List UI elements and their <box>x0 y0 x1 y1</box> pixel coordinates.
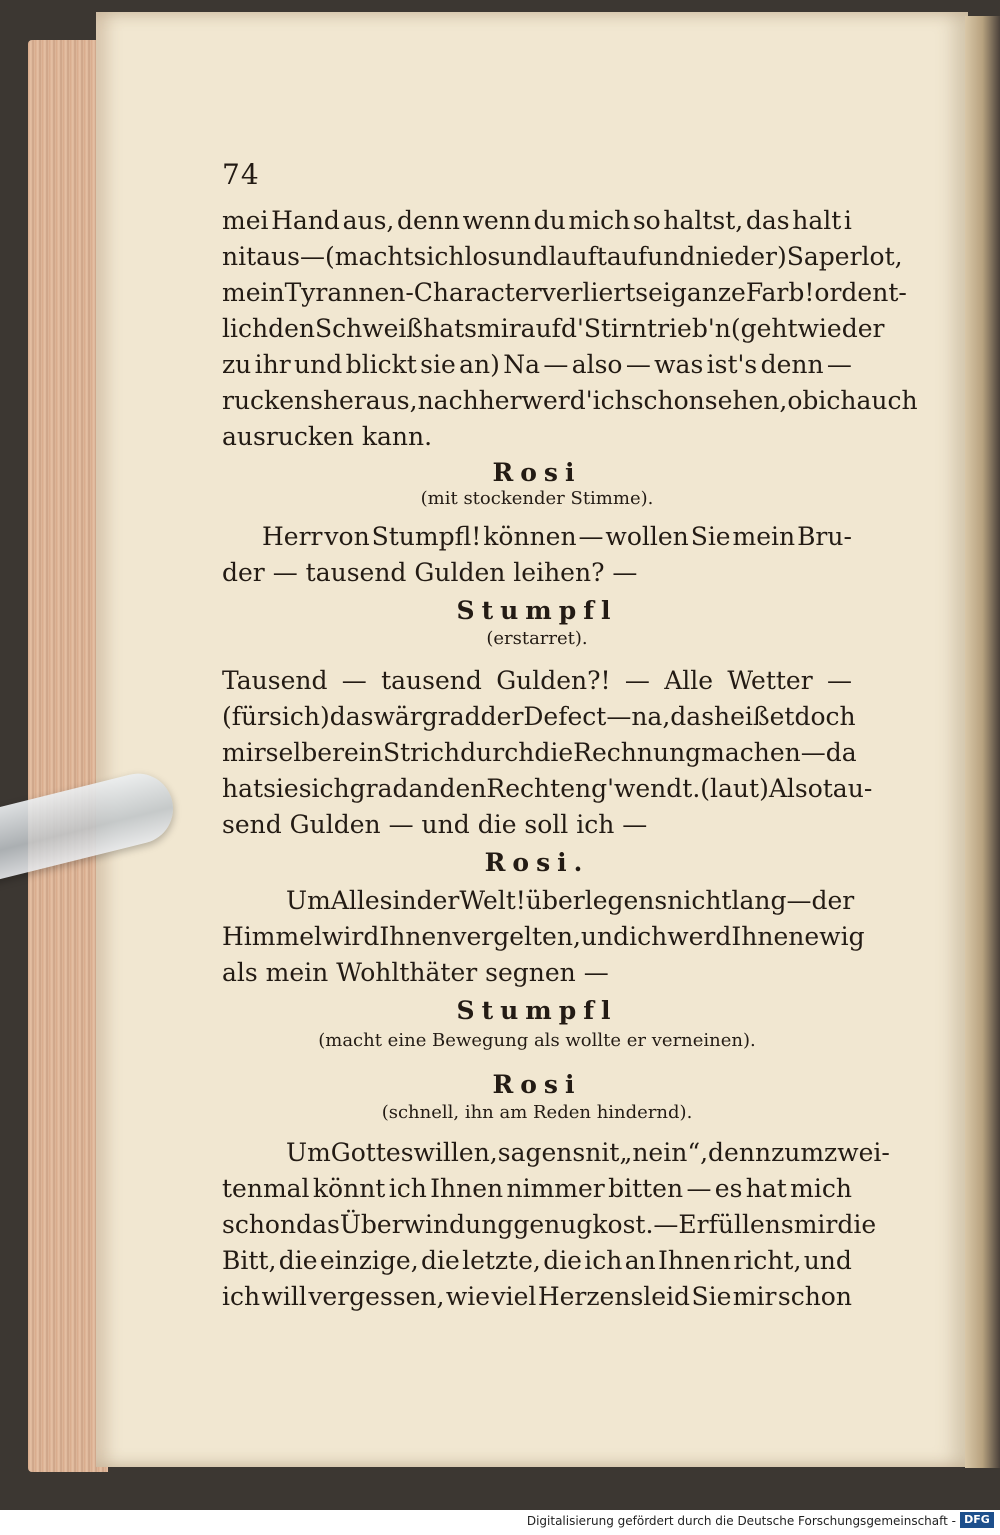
page-number: 74 <box>222 158 260 191</box>
text-line: Herr von Stumpfl! können — wollen Sie mein Bru- <box>262 522 852 551</box>
speaker-heading: Stumpfl <box>456 596 618 625</box>
text-line: ruckens heraus, nachher werd' ich schon sehen, ob ich auch <box>222 386 918 415</box>
speaker-heading: Rosi. <box>484 848 590 877</box>
text-line: Um Alles in der Welt! überlegens nicht lang — der <box>286 886 855 915</box>
speaker-heading: Rosi <box>492 1070 582 1099</box>
text-line: send Gulden — und die soll ich — <box>222 810 648 839</box>
text-line: Um Gotteswillen, sagens nit „nein“, denn zum zwei- <box>286 1138 890 1167</box>
footer-credit: Digitalisierung gefördert durch die Deutsche Forschungsgemeinschaft - <box>526 1514 956 1528</box>
text-line: nit aus — (macht sich los und lauft auf und nieder) Saperlot, <box>222 242 903 271</box>
text-line: (für sich) das wär grad der Defect — na, das heißet doch <box>222 702 856 731</box>
dfg-logo-icon: DFG <box>960 1512 994 1528</box>
page-gutter-shadow <box>965 16 1000 1468</box>
stage-direction: (mit stockender Stimme). <box>420 488 654 509</box>
text-line: als mein Wohlthäter segnen — <box>222 958 609 987</box>
text-line: Bitt, die einzige, die letzte, die ich an Ihnen richt, und <box>222 1246 852 1275</box>
text-line: zu ihr und blickt sie an) Na — also — was ist's denn — <box>222 350 852 379</box>
text-line: hat sie sich grad an den Rechten g'wendt. (laut) Also tau- <box>222 774 873 803</box>
text-line: ich will vergessen, wie viel Herzensleid Sie mir schon <box>222 1282 852 1311</box>
text-line: mei Hand aus, denn wenn du mich so haltst, das halt i <box>222 206 852 235</box>
text-line: schon das Überwindung genug kost. — Erfüllens mir die <box>222 1210 877 1239</box>
text-line: lich den Schweiß hats mir auf d'Stirn trieb'n (geht wieder <box>222 314 885 343</box>
text-line: Tausend — tausend Gulden?! — Alle Wetter — <box>222 666 852 695</box>
speaker-heading: Rosi <box>492 458 582 487</box>
text-line: Himmel wird Ihnen vergelten, und ich werd Ihnen ewig <box>222 922 865 951</box>
text-line: mir selber ein Strich durch die Rechnung machen — da <box>222 738 857 767</box>
text-line: tenmal könnt ich Ihnen nimmer bitten — es hat mich <box>222 1174 852 1203</box>
stage-direction: (macht eine Bewegung als wollte er verneinen). <box>318 1030 756 1051</box>
stage-direction: (schnell, ihn am Reden hindernd). <box>381 1102 693 1123</box>
speaker-heading: Stumpfl <box>456 996 618 1025</box>
stage-direction: (erstarret). <box>486 628 588 649</box>
text-line: der — tausend Gulden leihen? — <box>222 558 638 587</box>
text-line: mein Tyrannen-Character verliert sei ganze Farb! ordent- <box>222 278 907 307</box>
text-line: ausrucken kann. <box>222 422 433 451</box>
